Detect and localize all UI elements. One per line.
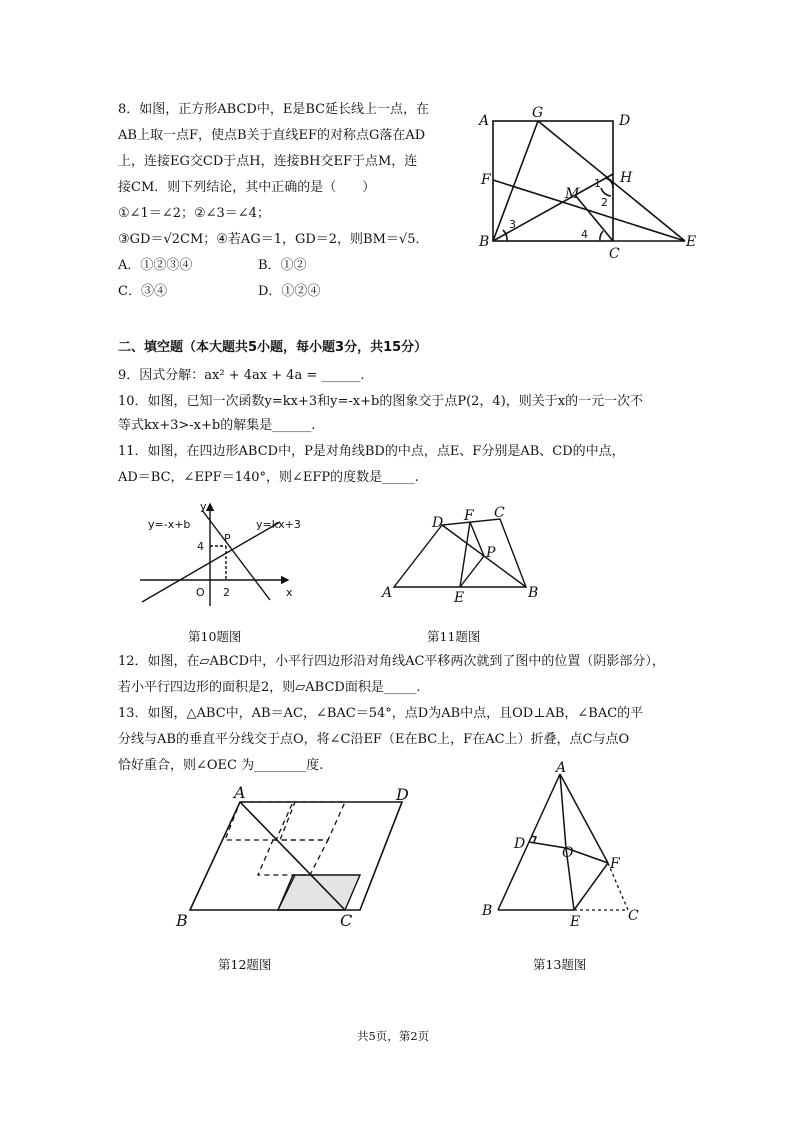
q8-label-g: G [532,105,544,121]
q8-label-f: F [481,172,491,188]
q8-angle-1: 1 [594,177,601,190]
fig12-figure [170,782,420,932]
q8-angle-3: 3 [509,218,516,231]
fig10-x-label: x [286,586,293,599]
q8-line-5: ①∠1＝∠2；②∠3＝∠4； [118,206,270,221]
fig13-figure [478,760,648,930]
fig10-p-label: P [224,532,231,545]
fig11-label-b: B [528,585,539,601]
fig13-label-f: F [610,856,620,872]
q12-line-2: 若小平行四边形的面积是2，则▱ABCD面积是_____. [118,680,421,695]
fig12-label-d: D [396,785,409,804]
q8-angle-2: 2 [601,196,608,209]
fig13-label-b: B [482,903,493,919]
q9-text: 9．因式分解：ax² + 4ax + 4a = ______. [118,368,365,383]
fig12-caption: 第12题图 [218,957,272,972]
fig10-caption: 第10题图 [188,629,242,644]
q8-line-2: AB上取一点F，使点B关于直线EF的对称点G落在AD [118,128,426,143]
fig11-label-a: A [382,585,393,601]
q8-line-1: 8．如图，正方形ABCD中，E是BC延长线上一点，在 [118,102,430,117]
q8-option-c: C．③④ [118,284,167,299]
q8-angle-4: 4 [581,228,588,241]
q8-line-3: 上，连接EG交CD于点H，连接BH交EF于点M，连 [118,154,418,169]
q13-line-1: 13．如图，△ABC中，AB＝AC，∠BAC＝54°，点D为AB中点，且OD⊥AB，∠BAC的平 [118,706,644,721]
fig10-line-2-label: y=kx+3 [256,518,301,531]
fig11-caption: 第11题图 [427,629,481,644]
fig10-line-1-label: y=-x+b [148,518,191,531]
fig10-graph [140,500,300,610]
q11-line-2: AD＝BC，∠EPF＝140°，则∠EFP的度数是_____. [118,470,419,485]
fig13-caption: 第13题图 [533,957,587,972]
page-footer: 共5页，第2页 [357,1029,430,1043]
q10-line-1: 10．如图，已知一次函数y=kx+3和y=-x+b的图象交于点P(2，4)，则关于x的一元一次不 [118,394,644,409]
q8-line-4: 接CM．则下列结论，其中正确的是（ ） [118,180,376,195]
fig11-label-f: F [464,508,474,524]
fig13-label-a: A [556,760,567,776]
fig13-label-e: E [570,914,581,930]
fig13-label-c: C [628,908,639,924]
q8-label-e: E [686,234,697,250]
section-2-heading: 二、填空题（本大题共5小题，每小题3分，共15分） [118,340,428,355]
fig11-label-d: D [432,515,444,531]
q8-label-h: H [620,170,633,186]
q10-line-2: 等式kx+3>-x+b的解集是______. [118,418,316,433]
fig10-origin-label: O [196,586,205,599]
fig11-label-p: P [486,545,496,561]
q8-option-a: A．①②③④ [118,258,193,273]
q13-line-3: 恰好重合，则∠OEC 为________度. [118,758,324,773]
fig12-label-c: C [340,911,353,930]
q11-line-1: 11．如图，在四边形ABCD中，P是对角线BD的中点，点E、F分别是AB、CD的中点， [118,444,625,459]
q8-label-a: A [479,113,490,129]
fig11-label-c: C [494,505,505,521]
fig10-y-label: y [200,500,207,513]
q8-option-d: D．①②④ [258,284,321,299]
fig10-tick-2: 2 [223,586,230,599]
q12-line-1: 12．如图，在▱ABCD中，小平行四边形沿对角线AC平移两次就到了图中的位置（阴影部分）， [118,654,665,669]
fig12-label-a: A [234,783,246,802]
q8-option-b: B．①② [258,258,307,273]
fig11-figure [380,505,550,605]
q8-label-b: B [479,234,490,250]
q8-label-c: C [609,246,620,262]
q8-line-6: ③GD＝√2CM；④若AG＝1，GD＝2，则BM＝√5． [118,232,429,247]
q13-line-2: 分线与AB的垂直平分线交于点O，将∠C沿EF（E在BC上，F在AC上）折叠，点C与点O [118,732,630,747]
fig13-label-o: O [562,845,574,861]
fig13-label-d: D [514,836,526,852]
fig12-label-b: B [176,911,188,930]
q8-label-m: M [565,186,580,202]
q8-label-d: D [619,113,631,129]
q8-figure [475,100,705,270]
fig11-label-e: E [454,590,465,606]
fig10-tick-4: 4 [197,540,204,553]
